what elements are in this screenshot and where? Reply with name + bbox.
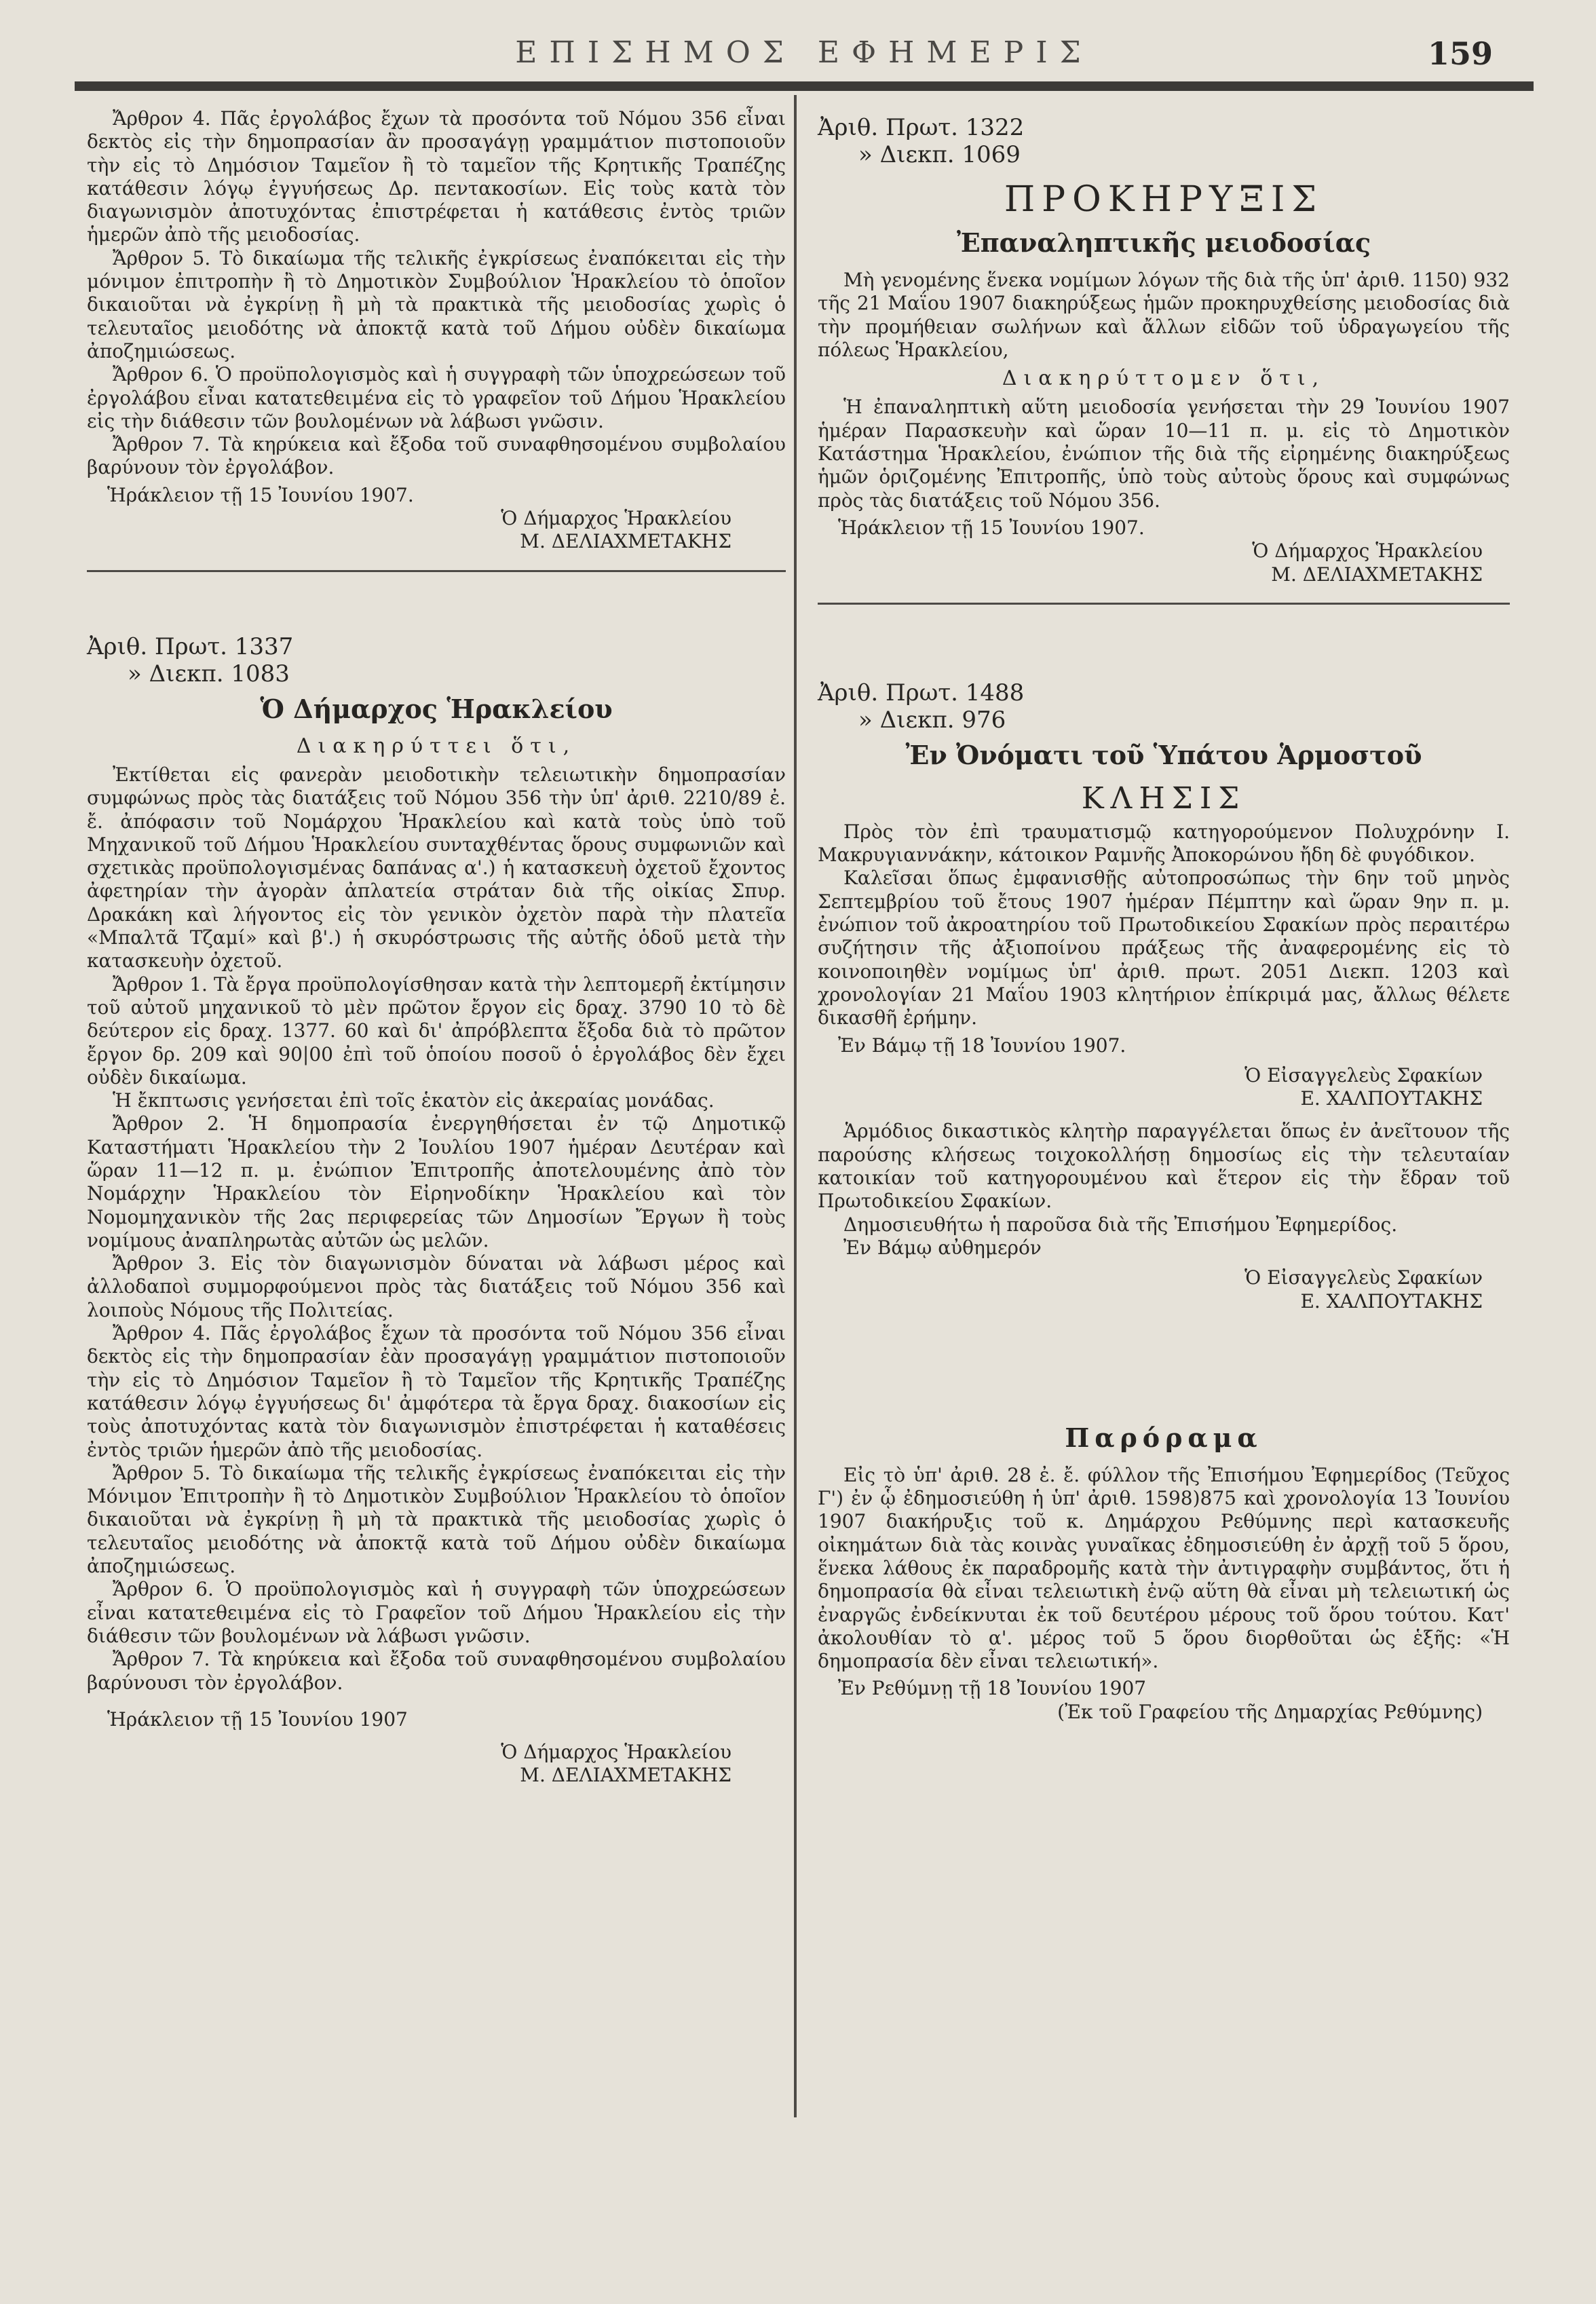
signature-title: Ὁ Δήμαρχος Ἡρακλείου xyxy=(501,1741,732,1764)
article-paragraph: Ἄρθρον 2. Ἡ δημοπρασία ἐνεργηθήσεται ἐν τῷ Δημοτικῷ Καταστήματι Ἡρακλείου τὴν 2 Ἰουλίου 1907 ἡμέραν Δευτέραν καὶ ὥραν 11—12 π. μ. ἐνώπιον Ἐπιτροπῆς ἀποτελουμένης ἀπὸ τὸν Νομάρχην Ἡρακλείου τὸν Εἰρηνοδίκην Ἡρακλείου καὶ τὸν Νομομηχανικὸν τῆς 2ας περιφερείας τῶν Δημοσίων Ἔργων ἢ τοὺς νομίμους ἀναπληρωτὰς αὐτῶν ὡς μελῶν. xyxy=(87,1112,786,1251)
signature-name: Μ. ΔΕΛΙΑΧΜΕΤΑΚΗΣ xyxy=(520,1764,732,1787)
article-paragraph: Ἄρθρον 6. Ὁ προϋπολογισμὸς καὶ ἡ συγγραφὴ τῶν ὑποχρεώσεων τοῦ ἐργολάβου εἶναι κατατεθειμένα εἰς τὸ γραφεῖον τοῦ Δήμου Ἡρακλείου εἰς τὴν διάθεσιν τῶν βουλομένων νὰ λάβωσι γνῶσιν. xyxy=(87,363,786,432)
notice-date: Ἐν Ρεθύμνῃ τῇ 18 Ἰουνίου 1907 xyxy=(838,1677,1147,1700)
dispatch-number: » Διεκπ. 1069 xyxy=(858,141,1021,168)
article-paragraph: Ἄρθρον 7. Τὰ κηρύκεια καὶ ἔξοδα τοῦ συναφθησομένου συμβολαίου βαρύνουσι τὸν ἐργολάβον. xyxy=(87,1648,786,1694)
header-rule xyxy=(75,81,1534,91)
summons-subheading: ΚΛΗΣΙΣ xyxy=(1081,780,1247,816)
left-column xyxy=(87,107,786,1788)
correction-heading: Παρόραμα xyxy=(1065,1422,1263,1453)
article-paragraph: Ἄρθρον 3. Εἰς τὸν διαγωνισμὸν δύναται νὰ λάβωσι μέρος καὶ ἀλλοδαποὶ συμμορφούμενοι πρὸς τὰς διατάξεις τοῦ Νόμου 356 καὶ λοιποὺς Νόμους τῆς Πολιτείας. xyxy=(87,1252,786,1321)
article-paragraph: Ἡ ἐπαναληπτικὴ αὕτη μειοδοσία γενήσεται τὴν 29 Ἰουνίου 1907 ἡμέραν Παρασκευὴν καὶ ὥραν 10—11 π. μ. εἰς τὸ Δημοτικὸν Κατάστημα Ἡρακλείου, ἐνώπιον τῆς διὰ τῆς εἰρημένης διακηρύξεως ἡμῶν ὁριζομένης Ἐπιτροπῆς, ὑπὸ τοὺς αὐτοὺς ὅρους καὶ συμφώνως πρὸς τὰς διατάξεις τοῦ Νόμου 356. xyxy=(818,396,1510,512)
proclamation-subheading: Ἐπαναληπτικῆς μειοδοσίας xyxy=(956,227,1371,258)
article-paragraph: Καλεῖσαι ὅπως ἐμφανισθῇς αὐτοπροσώπως τὴν 6ην τοῦ μηνὸς Σεπτεμβρίου τοῦ ἔτους 1907 ἡμέραν Πέμπτην καὶ ὥραν 9ην π. μ. ἐνώπιον τοῦ ἀκροατηρίου τοῦ Πρωτοδικείου Σφακίων πρὸς περαιτέρω συζήτησιν τῆς ἀξιοποίνου πράξεως τῆς ἀναφερομένης εἰς τὸ κοινοποιηθὲν νομίμως ὑπ' ἀριθ. πρωτ. 2051 Διεκπ. 1203 καὶ χρονολογίαν 21 Μαΐου 1903 κλητήριον ἐπίκριμά μας, ἄλλως θέλετε δικασθῆ ἐρήμην. xyxy=(818,867,1510,1030)
protocol-number: Ἀριθ. Πρωτ. 1322 xyxy=(818,114,1025,141)
article-paragraph: Ἄρθρον 7. Τὰ κηρύκεια καὶ ἔξοδα τοῦ συναφθησομένου συμβολαίου βαρύνουν τὸν ἐργολάβον. xyxy=(87,433,786,479)
article-paragraph: Πρὸς τὸν ἐπὶ τραυματισμῷ κατηγορούμενον Πολυχρόνην Ι. Μακρυγιαννάκην, κάτοικον Ραμνῆς Ἀποκορώνου ἤδη δὲ φυγόδικον. xyxy=(818,820,1510,867)
article-paragraph: Ἐν Βάμῳ αὐθημερόν xyxy=(843,1236,1042,1259)
dispatch-number: » Διεκπ. 1083 xyxy=(128,660,290,687)
protocol-number: Ἀριθ. Πρωτ. 1337 xyxy=(87,632,294,660)
right-column xyxy=(818,114,1510,1724)
signature-name: Μ. ΔΕΛΙΑΧΜΕΤΑΚΗΣ xyxy=(520,530,732,553)
section-divider xyxy=(818,603,1510,605)
notice-date: Ἡράκλειον τῇ 15 Ἰουνίου 1907. xyxy=(838,516,1145,539)
protocol-number: Ἀριθ. Πρωτ. 1488 xyxy=(818,679,1025,706)
signature-title: Ὁ Δήμαρχος Ἡρακλείου xyxy=(1252,540,1483,563)
declares-line: Διακηρύττομεν ὅτι, xyxy=(1002,366,1326,391)
gazette-title: ΕΠΙΣΗΜΟΣ ΕΦΗΜΕΡΙΣ xyxy=(515,35,1093,70)
summons-heading: Ἐν Ὀνόματι τοῦ Ὑπάτου Ἁρμοστοῦ xyxy=(905,739,1422,770)
correction-source-note: (Ἐκ τοῦ Γραφείου τῆς Δημαρχίας Ρεθύμνης) xyxy=(1057,1700,1483,1723)
article-paragraph: Δημοσιευθήτω ἡ παροῦσα διὰ τῆς Ἐπισήμου Ἐφημερίδος. xyxy=(843,1213,1398,1236)
signature-title: Ὁ Εἰσαγγελεὺς Σφακίων xyxy=(1244,1266,1483,1289)
article-paragraph: Ἁρμόδιος δικαστικὸς κλητὴρ παραγγέλεται ὅπως ἐν ἀνεῖτουον τῆς παρούσης κλήσεως τοιχοκολλήσῃ δημοσίως εἰς τὴν τελευταίαν κατοικίαν τοῦ κατηγορουμένου καὶ ἕτερον εἰς τὴν ἔδραν τοῦ Πρωτοδικείου Σφακίων. xyxy=(818,1120,1510,1213)
signature-name: Μ. ΔΕΛΙΑΧΜΕΤΑΚΗΣ xyxy=(1271,563,1483,586)
signature-title: Ὁ Εἰσαγγελεὺς Σφακίων xyxy=(1244,1063,1483,1087)
notice-date: Ἐν Βάμῳ τῇ 18 Ἰουνίου 1907. xyxy=(838,1034,1126,1057)
article-paragraph: Ἐκτίθεται εἰς φανερὰν μειοδοτικὴν τελειωτικὴν δημοπρασίαν συμφώνως πρὸς τὰς διατάξεις τοῦ Νόμου 356 τὴν ὑπ' ἀριθ. 2210/89 ἐ. ἔ. ἀπόφασιν τοῦ Νομάρχου Ἡρακλείου καὶ κατὰ τοὺς ὑπὸ τοῦ Μηχανικοῦ τοῦ Δήμου Ἡρακλείου συνταχθέντας ὅρους συμφωνιῶν καὶ σχετικὰς προϋπολογισμένας δαπάνας α'.) ἡ κατασκευὴ ὀχετοῦ ἔχοντος ἀφετηρίαν τὴν ἀγορὰν ἀπλατεία στράταν διὰ τῆς οἰκίας Σπυρ. Δρακάκη καὶ λήγοντος εἰς τὸν γενικὸν ὀχετὸν παρὰ τὴν πλατεῖα «Μπαλτᾶ Τζαμί» καὶ β'.) ἡ σκυρόστρωσις τῆς αὐτῆς ὁδοῦ μετὰ τὴν κατασκευὴν ὀχετοῦ. xyxy=(87,763,786,972)
declares-line: Διακηρύττει ὅτι, xyxy=(296,734,577,758)
article-paragraph: Ἄρθρον 6. Ὁ προϋπολογισμὸς καὶ ἡ συγγραφὴ τῶν ὑποχρεώσεων εἶναι κατατεθειμένα εἰς τὸ Γραφεῖον τοῦ Δήμου Ἡρακλείου εἰς τὴν διάθεσιν τῶν βουλομένων νὰ λάβωσι γνῶσιν. xyxy=(87,1578,786,1647)
article-paragraph: Ἄρθρον 5. Τὸ δικαίωμα τῆς τελικῆς ἐγκρίσεως ἐναπόκειται εἰς τὴν μόνιμον ἐπιτροπὴν ἢ τὸ Δημοτικὸν Συμβούλιον Ἡρακλείου τὸ ὁποῖον δικαιοῦται νὰ ἐγκρίνῃ ἢ μὴ τὰ πρακτικὰ τῆς μειοδοσίας χωρὶς ὁ τελευταῖος μειοδότης νὰ ἀποκτᾷ κατὰ τοῦ Δήμου οὐδὲν δικαίωμα ἀποζημιώσεως. xyxy=(87,246,786,362)
correction-notice xyxy=(818,1422,1510,1724)
notice-date: Ἡράκλειον τῇ 15 Ἰουνίου 1907. xyxy=(107,483,414,506)
article-paragraph: Ἄρθρον 5. Τὸ δικαίωμα τῆς τελικῆς ἐγκρίσεως ἐναπόκειται εἰς τὴν Μόνιμον Ἐπιτροπὴν ἢ τὸ Δημοτικὸν Συμβούλιον Ἡρακλείου τὸ ὁποῖον δικαιοῦται νὰ ἐγκρίνῃ ἢ μὴ τὰ πρακτικὰ τῆς μειοδοσίας χωρὶς ὁ τελευταῖος μειοδότης νὰ ἀποκτᾷ κατὰ τοῦ Δήμου οὐδὲν δικαίωμα ἀποζημιώσεως. xyxy=(87,1461,786,1578)
notice-date: Ἡράκλειον τῇ 15 Ἰουνίου 1907 xyxy=(107,1707,408,1731)
notice-continuation xyxy=(87,107,786,554)
article-paragraph: Ἄρθρον 4. Πᾶς ἐργολάβος ἔχων τὰ προσόντα τοῦ Νόμου 356 εἶναι δεκτὸς εἰς τὴν δημοπρασίαν ἂν προσαγάγῃ γραμμάτιον πιστοποιοῦν τὴν εἰς τὸ Δημόσιον Ταμεῖον ἢ τὸ ταμεῖον τῆς Κρητικῆς Τραπέζης κατάθεσιν λόγῳ ἐγγυήσεως Δρ. πεντακοσίων. Εἰς τοὺς κατὰ τὸν διαγωνισμὸν ἀποτυχόντας ἐπιστρέφεται ἡ κατάθεσις ἐντὸς τριῶν ἡμερῶν ἀπὸ τῆς μειοδοσίας. xyxy=(87,107,786,246)
article-paragraph: Εἰς τὸ ὑπ' ἀριθ. 28 ἐ. ἔ. φύλλον τῆς Ἐπισήμου Ἐφημερίδος (Τεῦχος Γ') ἐν ᾧ ἐδημοσιεύθη ἡ ὑπ' ἀριθ. 1598)875 καὶ χρονολογία 13 Ἰουνίου 1907 διακήρυξις τοῦ κ. Δημάρχου Ρεθύμνης περὶ κατασκευῆς οἰκημάτων διὰ τὰς κοινὰς γυναῖκας ἐδημοσιεύθη ἐν ἀρχῇ τοῦ 5 ὅρου, ἕνεκα λάθους ἐκ παραδρομῆς κατὰ τὴν ἀντιγραφὴν συμβάντος, ὅτι ἡ δημοπρασία θὰ εἶναι τελειωτικὴ ἐνῷ αὕτη θὰ εἶναι μὴ τελειωτική ὡς ἐναργῶς ἐνδείκνυται ἐκ τοῦ δευτέρου μέρους τοῦ ὅρου τούτου. Κατ' ἀκολουθίαν τὸ α'. μέρος τοῦ 5 ὅρου διορθοῦται ὡς ἑξῆς: «Ἡ δημοπρασία δὲν εἶναι τελειωτική». xyxy=(818,1463,1510,1673)
notice-heading: Ὁ Δήμαρχος Ἡρακλείου xyxy=(260,693,613,724)
article-paragraph: Μὴ γενομένης ἕνεκα νομίμων λόγων τῆς διὰ τῆς ὑπ' ἀριθ. 1150) 932 τῆς 21 Μαΐου 1907 διακηρύξεως ἡμῶν προκηρυχθείσης μειοδοσίας διὰ τὴν προμήθειαν σωλήνων καὶ ἄλλων εἰδῶν τοῦ ὑδραγωγείου τῆς πόλεως Ἡρακλείου, xyxy=(818,269,1510,361)
column-divider xyxy=(794,95,797,2117)
page-number: 159 xyxy=(1427,35,1493,72)
article-paragraph: Ἄρθρον 1. Τὰ ἔργα προϋπολογίσθησαν κατὰ τὴν λεπτομερῆ ἐκτίμησιν τοῦ αὐτοῦ μηχανικοῦ τὸ μὲν πρῶτον ἔργον εἰς δραχ. 3790 10 τὸ δὲ δεύτερον εἰς δραχ. 1377. 60 καὶ δι' ἀπρόβλεπτα ἔξοδα διὰ τὸ πρῶτον ἔργον δρ. 209 καὶ 90|00 ἐπὶ τοῦ ὁποίου ποσοῦ ὁ ἐργολάβος δὲν ἔχει οὐδὲν δικαίωμα. xyxy=(87,972,786,1089)
page-header xyxy=(75,26,1534,80)
signature-name: Ε. ΧΑΛΠΟΥΤΑΚΗΣ xyxy=(1300,1087,1483,1110)
section-divider xyxy=(87,570,786,572)
signature-name: Ε. ΧΑΛΠΟΥΤΑΚΗΣ xyxy=(1300,1289,1483,1312)
proclamation-notice xyxy=(818,114,1510,586)
mayor-declaration xyxy=(87,633,786,1788)
article-paragraph: Ἡ ἔκπτωσις γενήσεται ἐπὶ τοῖς ἑκατὸν εἰς ἀκεραίας μονάδας. xyxy=(113,1089,715,1112)
proclamation-heading: ΠΡΟΚΗΡΥΞΙΣ xyxy=(1004,179,1324,220)
dispatch-number: » Διεκπ. 976 xyxy=(858,706,1006,734)
signature-title: Ὁ Δήμαρχος Ἡρακλείου xyxy=(501,507,732,530)
article-paragraph: Ἄρθρον 4. Πᾶς ἐργολάβος ἔχων τὰ προσόντα τοῦ Νόμου 356 εἶναι δεκτὸς εἰς τὴν δημοπρασίαν ἐὰν προσαγάγῃ γραμμάτιον πιστοποιοῦν τὴν εἰς τὸ Δημόσιον Ταμεῖον ἢ τὸ Ταμεῖον τῆς Κρητικῆς Τραπέζης κατάθεσιν λόγῳ ἐγγυήσεως δι' ἀμφότερα τὰ ἔργα δραχ. διακοσίων εἰς τοὺς ἀποτυχόντας κατὰ τὸν διαγωνισμὸν ἐπιστρέφεται ἡ καταθέσεις ἐντὸς τριῶν ἡμερῶν ἀπὸ τῆς μειοδοσίας. xyxy=(87,1322,786,1461)
summons-notice xyxy=(818,679,1510,1313)
